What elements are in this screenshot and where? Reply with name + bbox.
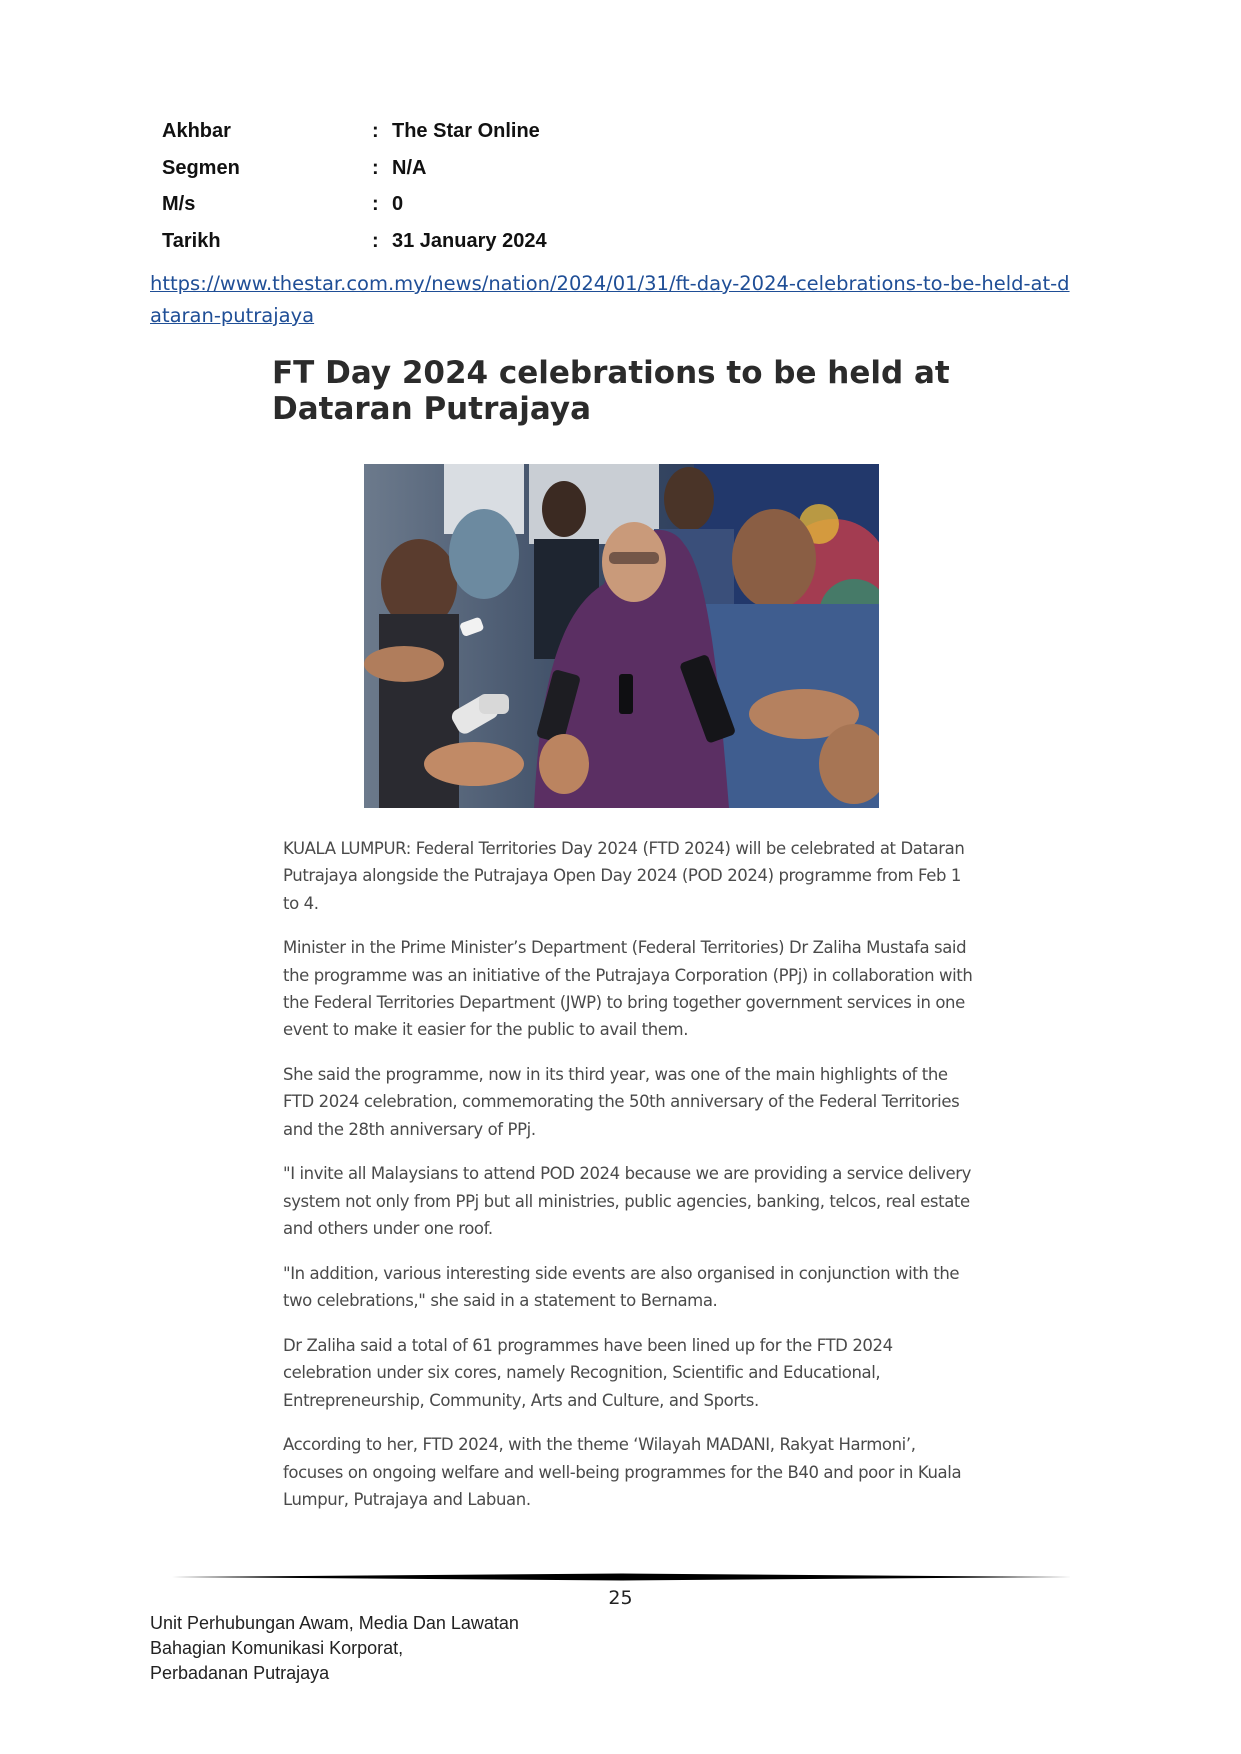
article-headline: FT Day 2024 celebrations to be held at Dataran Putrajaya bbox=[272, 355, 950, 427]
meta-label: M/s bbox=[162, 193, 196, 215]
meta-value: 31 January 2024 bbox=[392, 229, 547, 252]
meta-row-segmen bbox=[162, 157, 547, 194]
meta-label: Segmen bbox=[162, 156, 240, 179]
news-photo bbox=[364, 464, 879, 808]
article-paragraph: Minister in the Prime Minister’s Department (Federal Territories) Dr Zaliha Mustafa said the programme was an initiative of the Putrajaya Corporation (PPj) in collaboration with the Federal Territories Department (JWP) to bring together government services in one event to make it easier for the public to avail them. bbox=[283, 938, 973, 1040]
meta-colon: : bbox=[372, 193, 379, 215]
page-number: 25 bbox=[608, 1587, 633, 1609]
footer-line: Perbadanan Putrajaya bbox=[150, 1663, 330, 1683]
meta-row-akhbar bbox=[162, 120, 547, 157]
meta-value: N/A bbox=[392, 156, 427, 179]
meta-colon: : bbox=[372, 156, 379, 179]
article-body bbox=[283, 835, 973, 1531]
footer-line: Bahagian Komunikasi Korporat, bbox=[150, 1638, 404, 1658]
article-paragraph: "I invite all Malaysians to attend POD 2024 because we are providing a service delivery system not only from PPj but all ministries, public agencies, banking, telcos, real estate and others under one roof. bbox=[283, 1164, 972, 1239]
article-paragraph: "In addition, various interesting side events are also organised in conjunction with the two celebrations," she said in a statement to Bernama. bbox=[283, 1263, 960, 1311]
clipping-metadata bbox=[162, 120, 547, 266]
footer-divider bbox=[172, 1573, 1072, 1581]
meta-colon: : bbox=[372, 120, 379, 142]
meta-row-ms bbox=[162, 193, 547, 230]
meta-label: Tarikh bbox=[162, 229, 221, 252]
meta-value: The Star Online bbox=[392, 120, 540, 142]
article-paragraph: Dr Zaliha said a total of 61 programmes have been lined up for the FTD 2024 celebration under six cores, namely Recognition, Scientific and Educational, Entrepreneurship, Community, Arts and Culture, and Sports. bbox=[283, 1335, 893, 1410]
footer-address bbox=[150, 1611, 519, 1686]
meta-value: 0 bbox=[392, 193, 404, 215]
meta-colon: : bbox=[372, 229, 379, 252]
article-paragraph: She said the programme, now in its third year, was one of the main highlights of the FTD 2024 celebration, commemorating the 50th anniversary of the Federal Territories and the 28th anniversary of PPj. bbox=[283, 1065, 960, 1139]
article-link[interactable]: https://www.thestar.com.my/news/nation/2024/01/31/ft-day-2024-celebrations-to-be-held-at-dataran-putrajaya bbox=[150, 272, 1070, 327]
meta-row-tarikh bbox=[162, 230, 547, 267]
footer-line: Unit Perhubungan Awam, Media Dan Lawatan bbox=[150, 1613, 519, 1633]
meta-label: Akhbar bbox=[162, 120, 231, 142]
article-paragraph: KUALA LUMPUR: Federal Territories Day 2024 (FTD 2024) will be celebrated at Dataran Putrajaya alongside the Putrajaya Open Day 2024 (POD 2024) programme from Feb 1 to 4. bbox=[283, 839, 965, 913]
article-paragraph: According to her, FTD 2024, with the theme ‘Wilayah MADANI, Rakyat Harmoni’, focuses on ongoing welfare and well-being programmes for the B40 and poor in Kuala Lumpur, Putrajaya and Labuan. bbox=[283, 1435, 962, 1509]
